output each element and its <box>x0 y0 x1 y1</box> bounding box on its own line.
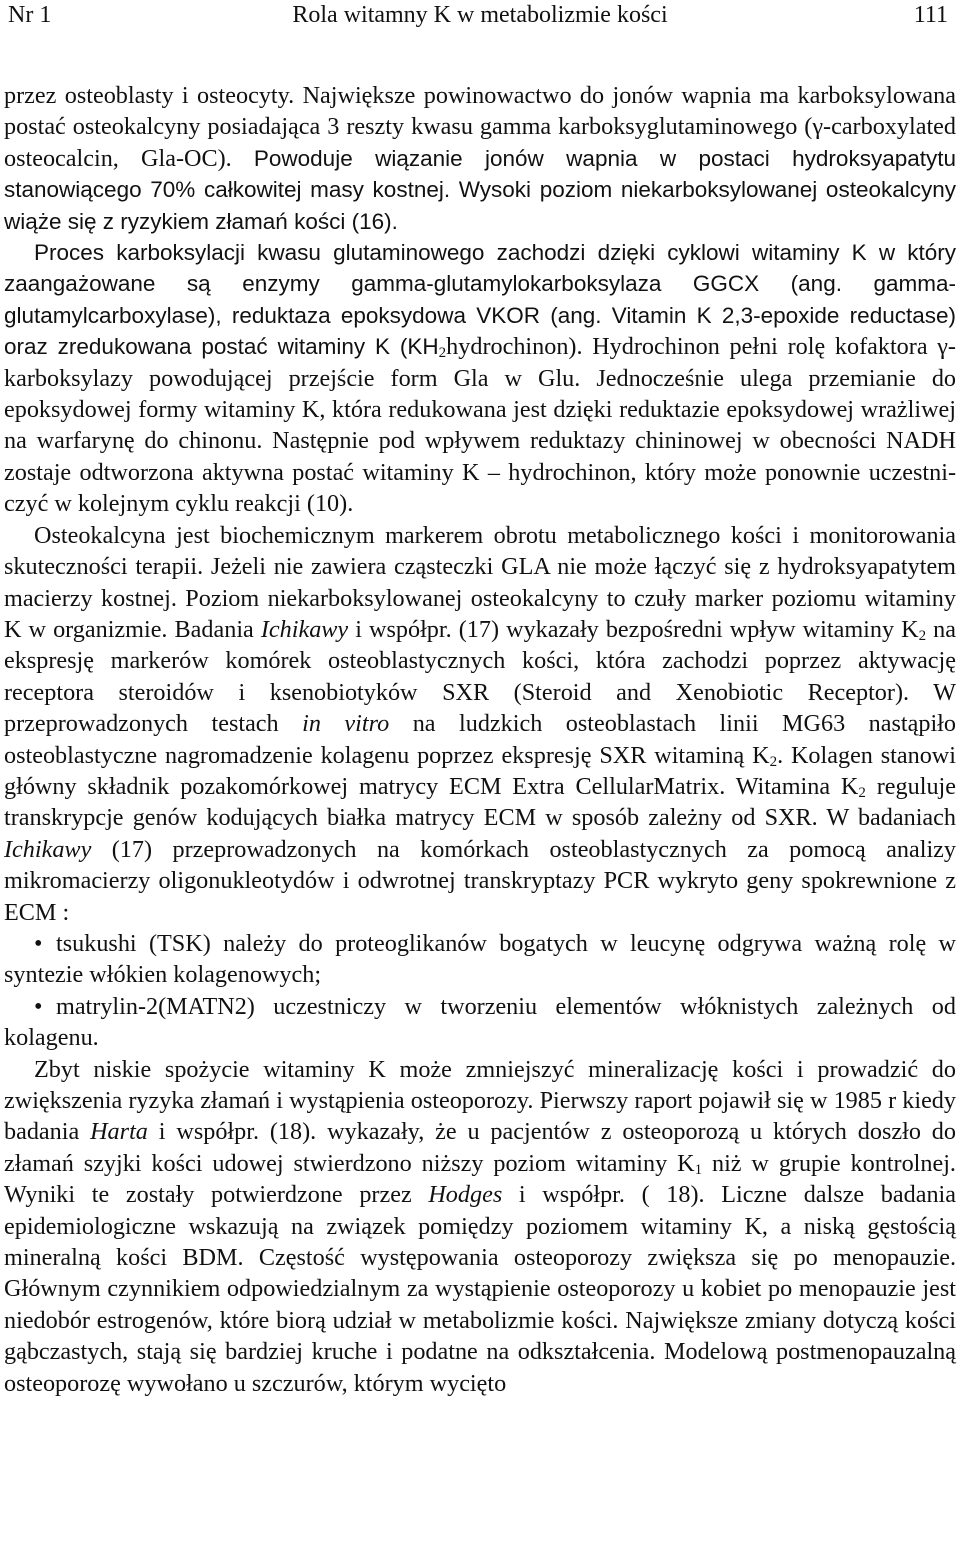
latin-term: in vitro <box>302 710 390 738</box>
subscript: 2 <box>918 627 927 644</box>
subscript: 2 <box>438 345 447 362</box>
paragraph-text: Osteokalcyna jest biochemicznym markerem obrotu metabolicznego kości i monitorowania skuteczności terapii. Jeżeli nie zawiera cząsteczki GLA nie może łączyć się z hydroksyapatytem macierzy kostnej. Poziom niekarboksylowanej osteokalcyny to czuły marker poziomu witaminy K w organizmie. Badania <box>4 521 956 643</box>
article-body <box>4 80 956 1399</box>
paragraph-osteocalcin-marker <box>4 520 956 928</box>
paragraph-vitamin-k-cycle <box>4 237 956 520</box>
paragraph-text-sans: Proces karboksylacji kwasu glutaminowego zachodzi dzięki cyklowi witaminy K w który zaangażowane są enzymy gamma-glutamylokarboksylaza GGCX (ang. gamma-glutamylcarboxylase), reduktaza epoksydowa VKOR (ang. Vitamin K 2,3-epoxide reductase) oraz zredukowana postać witaminy K (KH <box>4 240 956 360</box>
paragraph-text: przez osteoblasty i osteocyty. Największe powinowactwo do jonów wapnia ma karboksylowana postać osteokalcyny posiadająca 3 reszty kwasu gamma karboksyglutaminowego (γ-carboxylated osteocalcin, Gla-OC). <box>4 82 956 172</box>
author-name: Ichikawy <box>260 615 349 643</box>
running-title: Rola witamny K w metabolizmie kości <box>292 2 668 28</box>
paragraph-text: i współpr. (18). wykazały, że u pacjentów z osteoporozą u których doszło do złamań szyjki kości udowej stwierdzono niższy poziom witaminy K <box>4 1118 956 1177</box>
running-header <box>4 0 956 34</box>
subscript: 1 <box>694 1161 703 1178</box>
paragraph-text: na ekspresję markerów komórek osteoblastycznych kości, która zachodzi poprzez aktywację receptora steroidów i ksenobiotyków SXR (Steroid and Xenobiotic Receptor). W przeprowadzonych testach <box>4 615 956 738</box>
author-name: Ichikawy <box>4 835 92 863</box>
paragraph-osteocalcin-carboxylation <box>4 80 956 237</box>
subscript: 2 <box>858 784 866 801</box>
paragraph-text: i współpr. (17) wykazały bezpośredni wpływ witaminy K <box>348 615 919 643</box>
paragraph-osteoporosis <box>4 1054 956 1399</box>
paragraph-text: (17) przeprowadzonych na komórkach osteoblastycznych za pomocą analizy mikromacierzy oligonukleotydów i odwrotnej transkryptazy PCR wykryto geny spokrewnione z ECM : <box>4 835 956 926</box>
paragraph-text: reguluje transkrypcje genów kodujących białka matrycy ECM w sposób zależny od SXR. W badaniach <box>4 772 956 832</box>
paragraph-text: na ludzkich osteoblastach linii MG63 nastąpiło osteoblastyczne nagromadzenie kolagenu poprzez ekspresję SXR witaminą K <box>4 710 956 769</box>
paragraph-text: . Kolagen stanowi główny składnik pozakomórkowej matrycy ECM Extra CellularMatrix. Witamina K <box>4 741 956 800</box>
paragraph-text-sans: Powoduje wiązanie jonów wapnia w postaci hydroksyapatytu stanowiącego 70% całkowitej masy kostnej. Wysoki poziom niekarboksylowanej osteokalcyny wiąże się z ryzykiem złamań kości (16). <box>4 145 956 234</box>
author-name: Hodges <box>428 1181 503 1209</box>
paragraph-text: hydrochinon). Hydrochinon pełni rolę kofaktora γ-karboksylazy powodującej przejście form Gla w Glu. <box>4 333 956 392</box>
paragraph-text: i współpr. ( 18). Liczne dalsze badania epidemiologiczne wskazują na związek pomiędzy poziomem witaminy K, a niską gęstością mineralną kości BDM. Częstość występowania osteoporozy zwiększa się po menopauzie. Głównym czynnikiem odpowiedzialnym za wystąpienie osteoporozy u kobiet po menopauzie jest niedobór estrogenów, które biorą udział w metabolizmie kości. Największe zmiany dotyczą kości gąbczastych, stają się bardziej kruche i podatne na odkształcenia. Modelową postmenopauzalną osteoporozę wywołano u szczurów, którym wycięto <box>4 1181 956 1397</box>
list-item <box>4 928 956 991</box>
page-number: 111 <box>913 2 948 28</box>
list-item-text: matrylin-2(MATN2) uczestniczy w tworzeniu elementów włóknistych zależnych od kolagenu. <box>4 992 956 1052</box>
subscript: 2 <box>769 753 778 770</box>
list-item <box>4 991 956 1054</box>
paragraph-text: niż w grupie kontrolnej. Wyniki te zostały potwierdzone przez <box>4 1149 956 1209</box>
bullet-icon: • <box>34 929 43 957</box>
paragraph-text: Zbyt niskie spożycie witaminy K może zmniejszyć mineralizację kości i prowadzić do zwiększenia ryzyka złamań i wystąpienia osteoporozy. Pierwszy raport pojawił się w 1985 r kiedy badania <box>4 1055 956 1146</box>
list-item-text: tsukushi (TSK) należy do proteoglikanów bogatych w leucynę odgrywa ważną rolę w syntezie włókien kolagenowych; <box>4 929 956 989</box>
ecm-gene-list <box>4 928 956 1054</box>
issue-number: Nr 1 <box>8 2 52 28</box>
author-name: Harta <box>90 1118 148 1146</box>
bullet-icon: • <box>34 992 43 1020</box>
paragraph-text: Jednocześnie ulega przemianie do epoksydowej formy witaminy K, która redukowana jest dzięki reduktazie epoksydowej wrażliwej na warfarynę do chinonu. Następnie pod wpływem reduktazy chininowej w obecności NADH zostaje odtworzona aktywna postać witaminy K – hydrochinon, który może ponownie uczestniczyć w kolejnym cyklu reakcji (10). <box>4 364 957 518</box>
